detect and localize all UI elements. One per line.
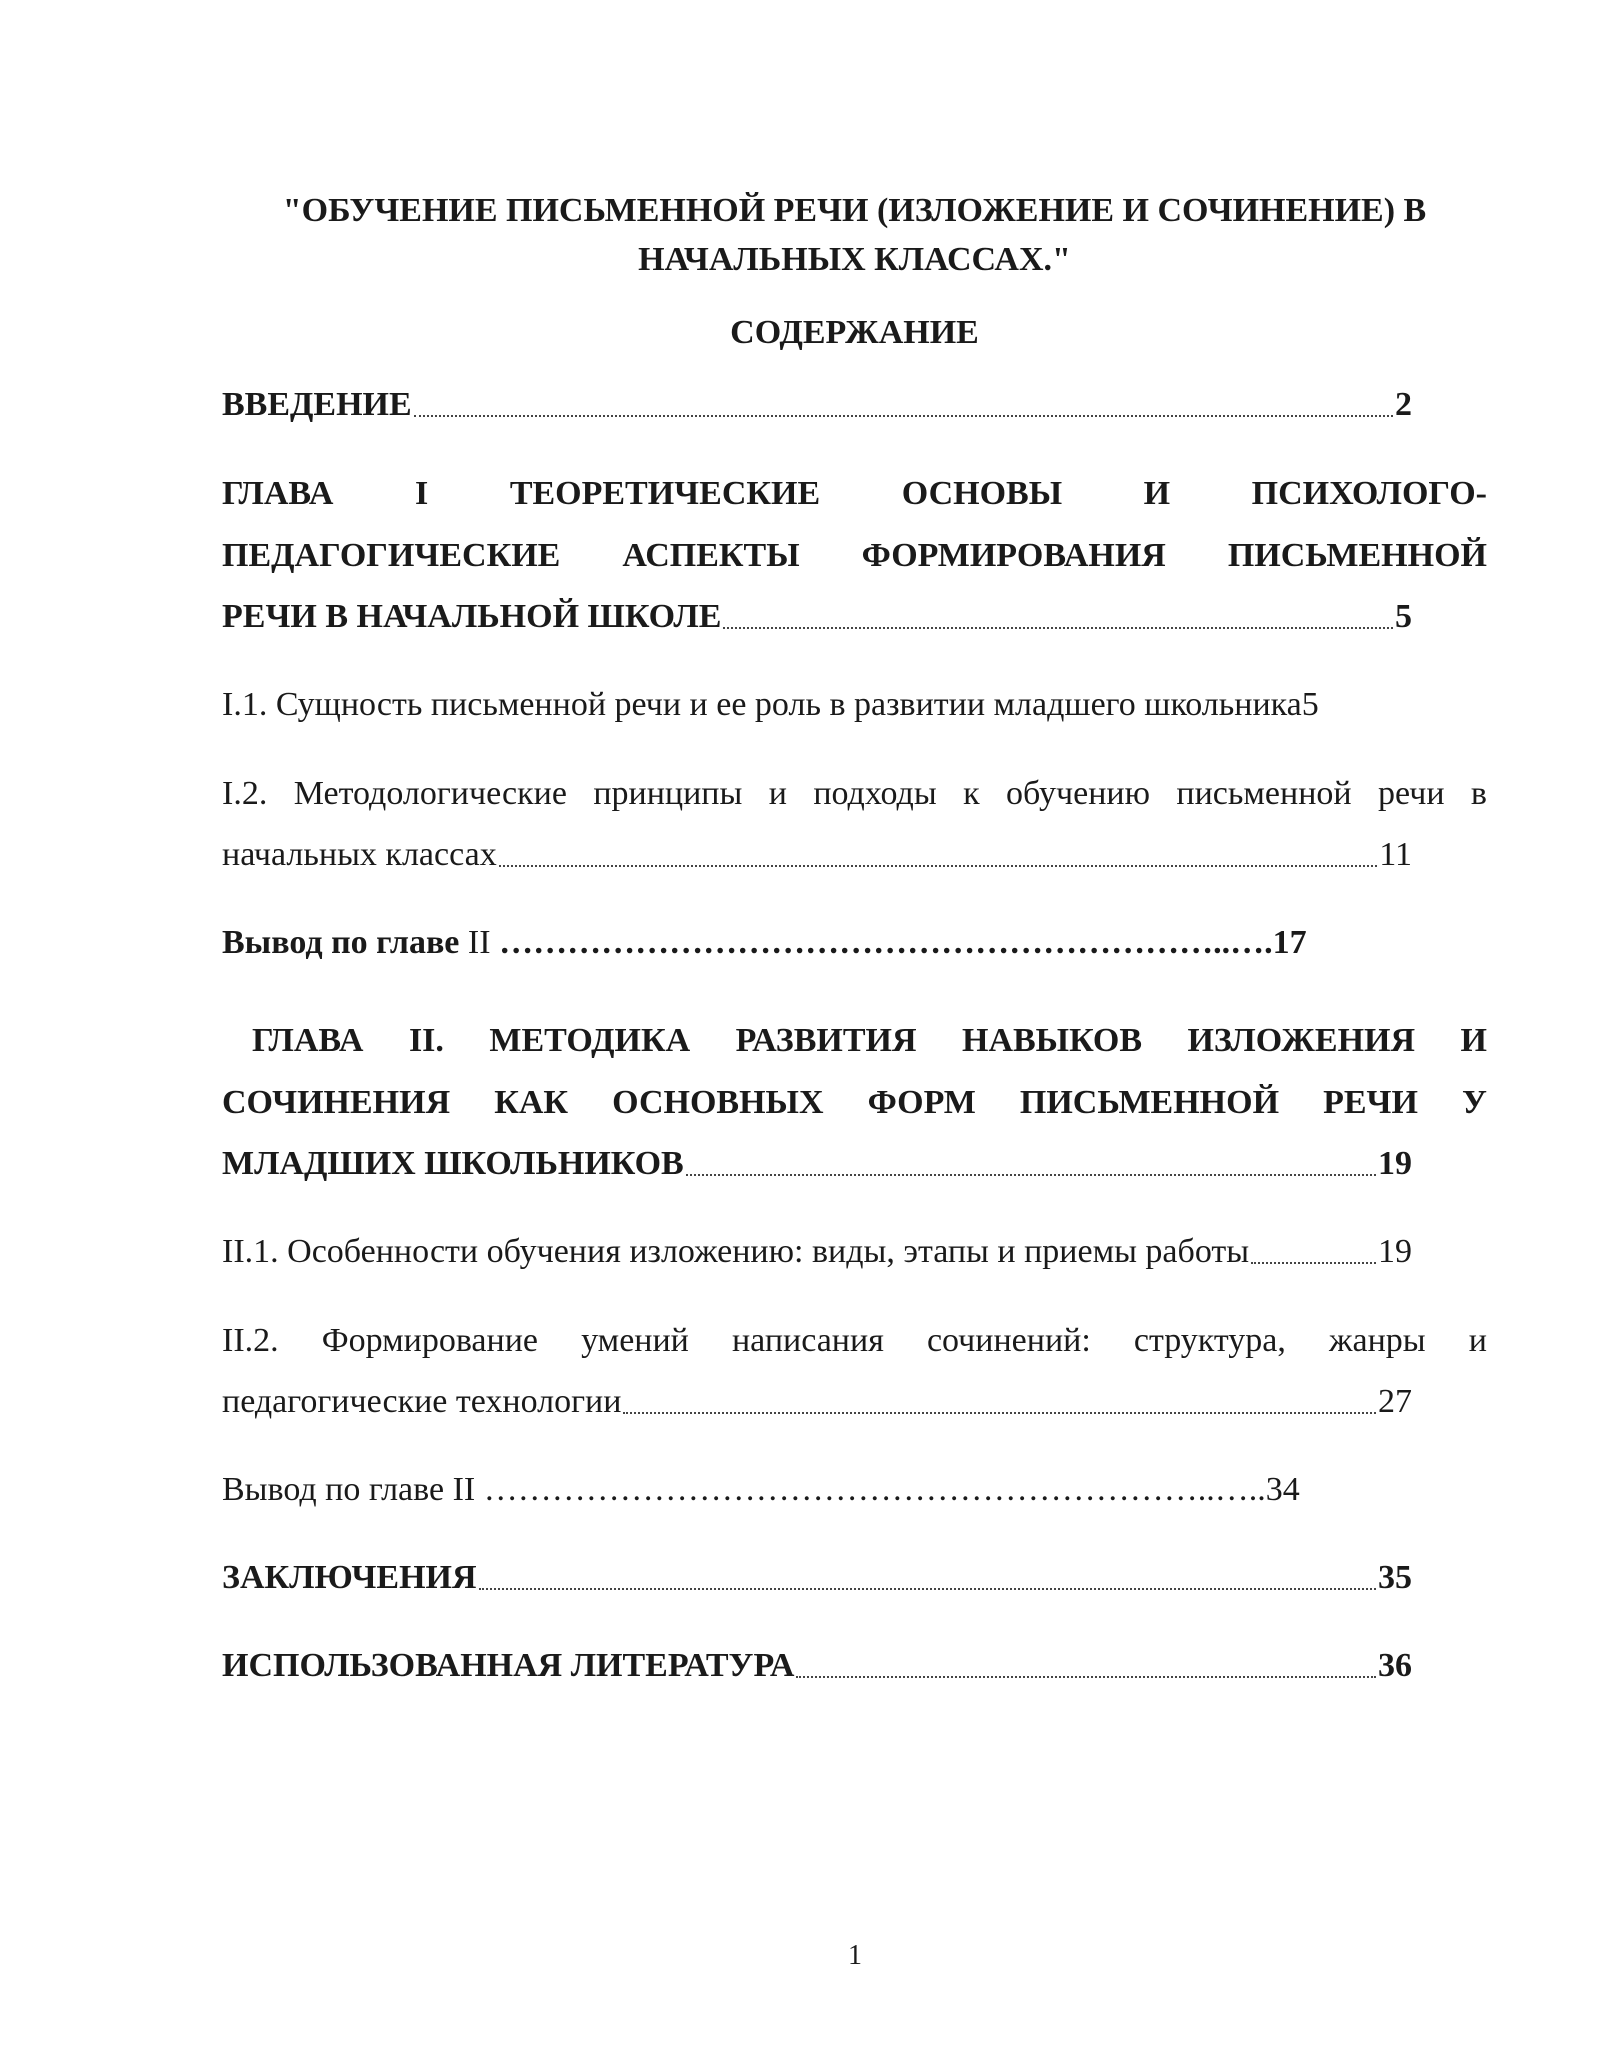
toc-entry-1-2-line2[interactable] — [222, 825, 1412, 885]
word: II. — [408, 1022, 444, 1059]
toc-entry-1-1[interactable] — [222, 675, 1319, 735]
word: Методологические — [293, 775, 567, 812]
toc-page-number: 17 — [1272, 924, 1307, 961]
dot-leader — [414, 415, 1393, 417]
document-title: "ОБУЧЕНИЕ ПИСЬМЕННОЙ РЕЧИ (ИЗЛОЖЕНИЕ И СОЧИНЕНИЕ) В НАЧАЛЬНЫХ КЛАССАХ." — [282, 192, 1427, 278]
roman-numeral: II — [467, 924, 491, 961]
word: структура, — [1133, 1322, 1286, 1359]
dot-leader — [796, 1676, 1376, 1678]
word: РЕЧИ — [1323, 1084, 1418, 1121]
word: ФОРМ — [867, 1084, 976, 1121]
toc-chapter2-line2[interactable] — [222, 1072, 1487, 1134]
toc-entry-2-1[interactable] — [222, 1222, 1412, 1282]
dot-leader — [623, 1412, 1376, 1414]
word: I — [415, 475, 429, 512]
word: обучению — [1006, 775, 1151, 812]
word: ПЕДАГОГИЧЕСКИЕ — [222, 537, 561, 574]
toc-page-number: 36 — [1378, 1647, 1412, 1684]
word: в — [1470, 775, 1487, 812]
toc-page-number: 35 — [1378, 1559, 1412, 1596]
word: жанры — [1329, 1322, 1426, 1359]
word: НАВЫКОВ — [962, 1022, 1142, 1059]
word: Формирование — [321, 1322, 539, 1359]
word: РАЗВИТИЯ — [735, 1022, 917, 1059]
word: ФОРМИРОВАНИЯ — [861, 537, 1166, 574]
toc-chapter1-line3[interactable] — [222, 587, 1412, 647]
word: умений — [581, 1322, 689, 1359]
word: И — [1143, 475, 1171, 512]
word: ОСНОВНЫХ — [612, 1084, 824, 1121]
toc-chapter1-line2[interactable] — [222, 525, 1487, 587]
toc-page-number: 11 — [1379, 836, 1412, 873]
toc-page-number: 5 — [1395, 598, 1412, 635]
word: ТЕОРЕТИЧЕСКИЕ — [509, 475, 821, 512]
toc-page-number: 2 — [1395, 386, 1412, 423]
toc-heading: СОДЕРЖАНИЕ — [730, 314, 979, 351]
word: СОЧИНЕНИЯ — [222, 1084, 451, 1121]
toc-entry-literature[interactable] — [222, 1636, 1412, 1696]
dot-leader-text: ………………………………………………………..…. — [499, 924, 1273, 961]
dot-leader — [479, 1588, 1376, 1590]
word: речи — [1377, 775, 1445, 812]
word: I.2. — [222, 775, 268, 812]
toc-entry-2-2-line1[interactable] — [222, 1310, 1487, 1372]
word: И — [1460, 1022, 1487, 1059]
word: ОСНОВЫ — [901, 475, 1063, 512]
dot-leader — [723, 627, 1393, 629]
page-number: 1 — [848, 1940, 862, 1971]
toc-entry-label: II.1. Особенности обучения изложению: виды, этапы и приемы работы — [222, 1233, 1250, 1270]
toc-entry-final[interactable] — [222, 1548, 1412, 1608]
toc-page-number: 19 — [1378, 1145, 1412, 1182]
toc-chapter1-line1[interactable] — [222, 463, 1487, 525]
word: ПИСЬМЕННОЙ — [1019, 1084, 1280, 1121]
toc-entry-conclusion1[interactable] — [222, 913, 1307, 973]
toc-chapter2-line1[interactable] — [252, 1010, 1487, 1072]
dot-leader — [1251, 1262, 1376, 1264]
toc-entry-1-2-line1[interactable] — [222, 763, 1487, 825]
word: КАК — [494, 1084, 569, 1121]
toc-entry-label: МЛАДШИХ ШКОЛЬНИКОВ — [222, 1145, 684, 1182]
toc-entry-label: I.1. Сущность письменной речи и ее роль в развитии младшего школьника — [222, 686, 1302, 723]
toc-entry-conclusion2[interactable] — [222, 1460, 1300, 1520]
toc-entry-label: начальных классах — [222, 836, 497, 873]
toc-entry-label: Вывод по главе — [222, 924, 460, 961]
word: ПИСЬМЕННОЙ — [1227, 537, 1487, 574]
word: сочинений: — [926, 1322, 1091, 1359]
toc-chapter2-line3[interactable] — [222, 1134, 1412, 1194]
word: АСПЕКТЫ — [622, 537, 800, 574]
toc-entry-label: ИСПОЛЬЗОВАННАЯ ЛИТЕРАТУРА — [222, 1647, 795, 1684]
dot-leader — [686, 1174, 1376, 1176]
toc-entry-label: ВВЕДЕНИЕ — [222, 386, 412, 423]
toc-entry-label: Вывод по главе II ………………………………………………………..….. — [222, 1471, 1266, 1508]
word: ГЛАВА — [222, 475, 334, 512]
word: к — [963, 775, 980, 812]
toc-entry-label: ЗАКЛЮЧЕНИЯ — [222, 1559, 477, 1596]
toc-page-number: 5 — [1301, 686, 1319, 723]
word: ИЗЛОЖЕНИЯ — [1187, 1022, 1416, 1059]
word: принципы — [593, 775, 743, 812]
word: письменной — [1176, 775, 1352, 812]
toc-page-number: 27 — [1378, 1383, 1412, 1420]
word: подходы — [813, 775, 937, 812]
word: и — [768, 775, 787, 812]
word: II.2. — [222, 1322, 279, 1359]
toc-entry-intro[interactable] — [222, 375, 1412, 435]
toc-entry-label: педагогические технологии — [222, 1383, 622, 1420]
word: написания — [731, 1322, 884, 1359]
toc-page-number: 19 — [1378, 1233, 1412, 1270]
word: и — [1468, 1322, 1487, 1359]
word: ГЛАВА — [252, 1022, 364, 1059]
word: У — [1462, 1084, 1487, 1121]
word: МЕТОДИКА — [489, 1022, 691, 1059]
toc-page-number: 34 — [1265, 1471, 1300, 1508]
toc-entry-2-2-line2[interactable] — [222, 1372, 1412, 1432]
toc-entry-label: РЕЧИ В НАЧАЛЬНОЙ ШКОЛЕ — [222, 598, 722, 635]
word: ПСИХОЛОГО- — [1251, 475, 1487, 512]
dot-leader — [499, 865, 1378, 867]
